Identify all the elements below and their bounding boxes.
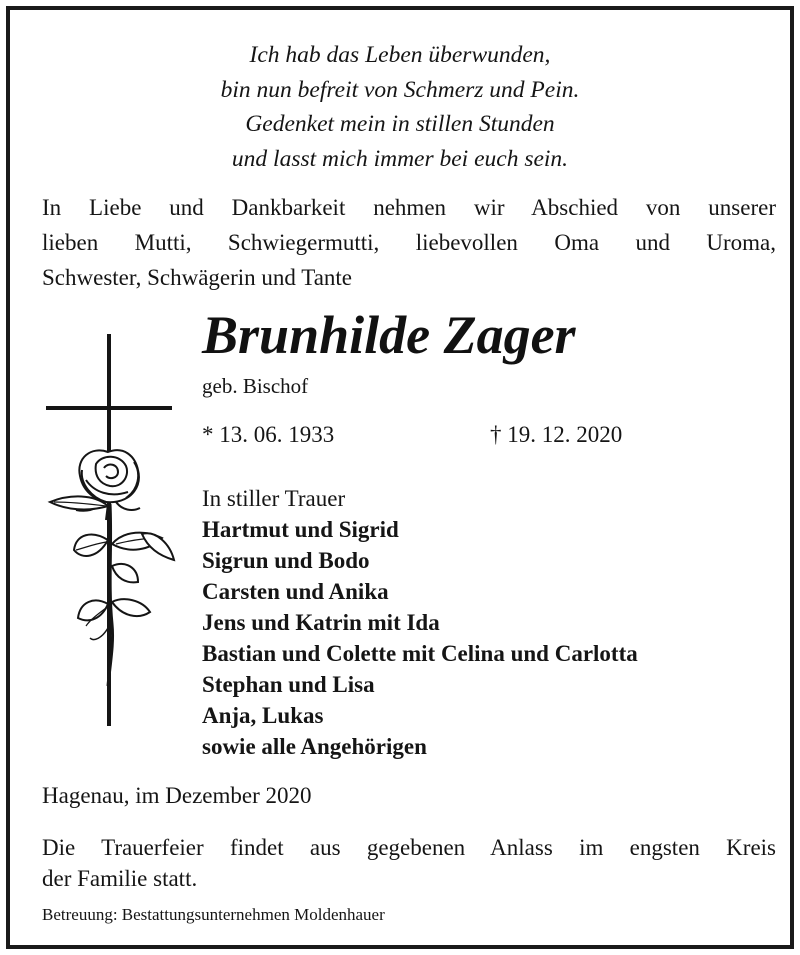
funeral-line: der Familie statt.	[42, 866, 198, 891]
mourners-list	[202, 483, 638, 762]
obituary-notice	[6, 6, 794, 949]
mourner-name: Jens und Katrin mit Ida	[202, 610, 440, 635]
mourners-lead: In stiller Trauer	[202, 486, 346, 511]
poem	[10, 38, 790, 176]
intro-line: In Liebe und Dankbarkeit nehmen wir Abschied von unserer	[42, 195, 776, 220]
poem-line: Gedenket mein in stillen Stunden	[245, 111, 555, 137]
funeral-line: Die Trauerfeier findet aus gegebenen Anlass im engsten Kreis	[42, 835, 776, 860]
mourner-name: Carsten und Anika	[202, 579, 389, 604]
funeral-home: Betreuung: Bestattungsunternehmen Moldenhauer	[42, 905, 385, 924]
intro-text	[42, 190, 776, 295]
mourner-name: Stephan und Lisa	[202, 672, 375, 697]
funeral-notice	[42, 832, 776, 894]
intro-line: lieben Mutti, Schwiegermutti, liebevollen Oma und Uroma,	[42, 230, 776, 255]
mourner-name: Sigrun und Bodo	[202, 548, 370, 573]
place-and-date: Hagenau, im Dezember 2020	[42, 783, 312, 808]
maiden-name: geb. Bischof	[202, 374, 309, 398]
intro-line: Schwester, Schwägerin und Tante	[42, 265, 353, 290]
deceased-name: Brunhilde Zager	[202, 305, 576, 365]
birth-date: * 13. 06. 1933	[202, 422, 335, 447]
death-date: † 19. 12. 2020	[490, 422, 623, 447]
rose-icon	[50, 450, 174, 686]
mourner-name: sowie alle Angehörigen	[202, 734, 427, 759]
poem-line: und lasst mich immer bei euch sein.	[231, 145, 569, 172]
mourner-name: Anja, Lukas	[202, 703, 324, 728]
mourner-name: Bastian und Colette mit Celina und Carlotta	[202, 641, 638, 666]
mourner-name: Hartmut und Sigrid	[202, 517, 399, 542]
poem-line: bin nun befreit von Schmerz und Pein.	[220, 76, 580, 103]
cross-with-rose	[46, 334, 186, 729]
poem-line: Ich hab das Leben überwunden,	[249, 42, 551, 68]
